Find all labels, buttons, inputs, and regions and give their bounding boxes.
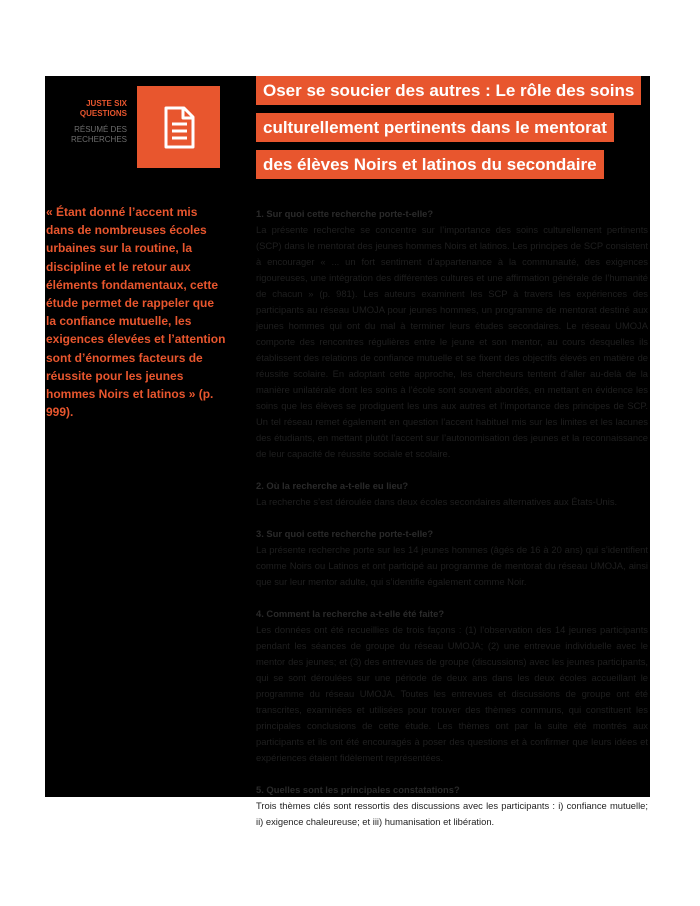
title-line: Oser se soucier des autres : Le rôle des soins	[256, 76, 646, 109]
pull-quote: « Étant donné l’accent mis dans de nombreuses écoles urbaines sur la routine, la discipline et le retour aux éléments fondamentaux, cette étude permet de rappeler que la confiance mutuelle, les exigences élevées et l’attention sont d’énormes facteurs de réussite pour les jeunes hommes Noirs et latinos » (p. 999).	[46, 205, 226, 420]
title-line: des élèves Noirs et latinos du secondaire	[256, 150, 646, 183]
section-text: Trois thèmes clés sont ressortis des discussions avec les participants : i) confiance mutuelle; ii) exigence chaleureuse; et iii) humanisation et libération.	[256, 800, 648, 827]
section-text: La présente recherche se concentre sur l’importance des soins culturellement pertinents (SCP) dans le mentorat des jeunes hommes Noirs et latinos. Les principes de SCP consistent à encourager « ... un fort sentiment d’appartenance à la communauté, des exigences rigoureuses, une intégration des différentes cultures et une affirmation générale de l’humanité de chacun » (p. 981). Les auteurs examinent les SCP à travers les expériences des participants au réseau UMOJA pour jeunes hommes, un programme de mentorat destiné aux jeunes hommes qui ont du mal à terminer leurs études secondaires. Le réseau UMOJA comporte des rencontres régulières entre le jeune et son mentor, au cours desquelles ils établissent des relations de confiance mutuelle et se fixent des objectifs élevés en matière de réussite scolaire. En adoptant cette approche, les chercheurs tentent d’aller au-delà de la manière unilatérale dont les soins à l’école sont souvent abordés, en mettant en évidence les soins que les élèves se prodiguent les uns aux autres et l’importance des principes de SCP. Un tel réseau remet également en question l’accent habituel mis sur les limites et les lacunes des étudiants, en mettant plutôt l’accent sur l’autonomisation des jeunes et la reconnaissance de leur capacité de réussite sociale et scolaire.	[256, 224, 648, 459]
series-label	[45, 99, 127, 145]
section-heading: 1. Sur quoi cette recherche porte-t-elle?	[256, 208, 434, 219]
section-text: Les données ont été recueillies de trois façons : (1) l’observation des 14 jeunes participants pendant les séances de groupe du réseau UMOJA; (2) une entrevue individuelle avec le mentor des jeunes; et (3) des entrevues de groupe (discussions) avec les jeunes participants, qui se sont déroulées sur une période de deux ans dans les deux écoles accueillant le programme du réseau UMOJA. Toutes les entrevues et discussions de groupe ont été transcrites, examinées et utilisées pour trouver des thèmes communs, qui constituent les principales conclusions de cette étude. Les thèmes ont par la suite été montrés aux participants et ils ont été encouragés à poser des questions et à confirmer que leurs idées et expériences étaient fidèlement représentées.	[256, 624, 648, 763]
section-heading: 5. Quelles sont les principales constatations?	[256, 784, 460, 795]
section-text: La recherche s’est déroulée dans deux écoles secondaires alternatives aux États-Unis.	[256, 496, 618, 507]
section-text: La présente recherche porte sur les 14 jeunes hommes (âgés de 16 à 20 ans) qui s’identifient comme Noirs ou Latinos et ont participé au programme de mentorat du réseau UMOJA, ainsi que sur leur mentor adulte, qui s’identifie également comme Noir.	[256, 544, 648, 587]
document-icon-box	[137, 86, 220, 168]
section-heading: 3. Sur quoi cette recherche porte-t-elle?	[256, 528, 434, 539]
article-body	[256, 206, 648, 830]
title-line: culturellement pertinents dans le mentorat	[256, 113, 646, 146]
section-heading: 4. Comment la recherche a-t-elle été faite?	[256, 608, 445, 619]
series-title: JUSTE SIX QUESTIONS	[79, 99, 127, 118]
series-subtitle: RÉSUMÉ DES RECHERCHES	[70, 125, 127, 144]
section-heading: 2. Où la recherche a-t-elle eu lieu?	[256, 480, 409, 491]
page-title	[256, 76, 646, 187]
document-icon	[137, 86, 220, 168]
